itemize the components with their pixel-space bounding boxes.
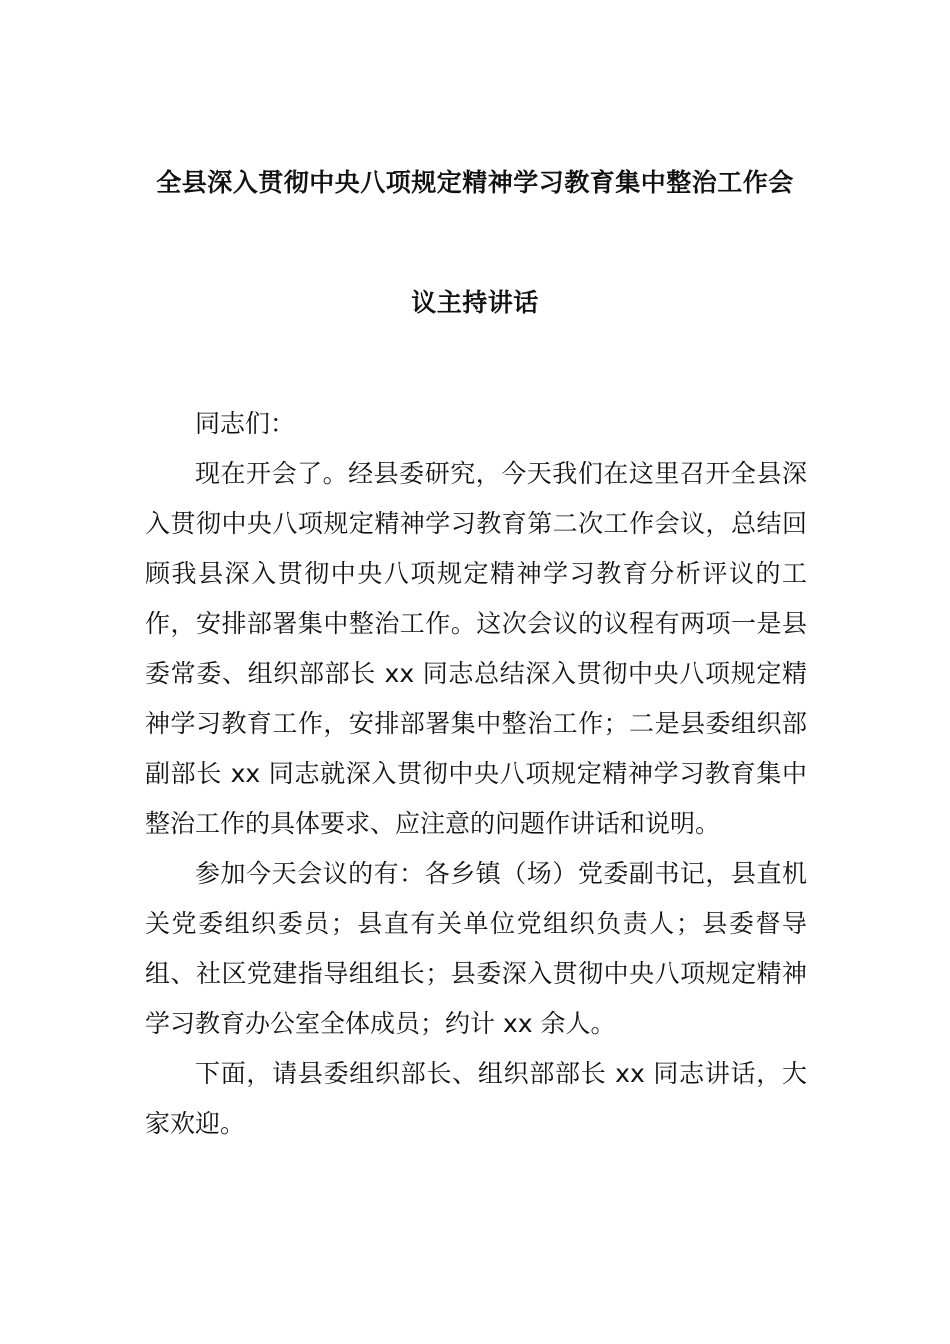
document-body	[145, 399, 807, 1149]
closing-paragraph: 下面，请县委组织部长、组织部部长 xx 同志讲话，大家欢迎。	[145, 1059, 807, 1138]
document-title-line-1: 全县深入贯彻中央八项规定精神学习教育集中整治工作会	[156, 168, 794, 197]
salutation-paragraph: 同志们：	[195, 409, 296, 438]
document-title-line-2: 议主持讲话	[411, 288, 539, 317]
attendees-paragraph: 参加今天会议的有：各乡镇（场）党委副书记，县直机关党委组织委员；县直有关单位党组织负责人；县委督导组、社区党建指导组组长；县委深入贯彻中央八项规定精神学习教育办公室全体成员；约计 xx 余人。	[145, 859, 807, 1038]
opening-paragraph: 现在开会了。经县委研究，今天我们在这里召开全县深入贯彻中央八项规定精神学习教育第二次工作会议，总结回顾我县深入贯彻中央八项规定精神学习教育分析评议的工作，安排部署集中整治工作。这次会议的议程有两项一是县委常委、组织部部长 xx 同志总结深入贯彻中央八项规定精神学习教育工作，安排部署集中整治工作；二是县委组织部副部长 xx 同志就深入贯彻中央八项规定精神学习教育集中整治工作的具体要求、应注意的问题作讲话和说明。	[145, 459, 807, 838]
